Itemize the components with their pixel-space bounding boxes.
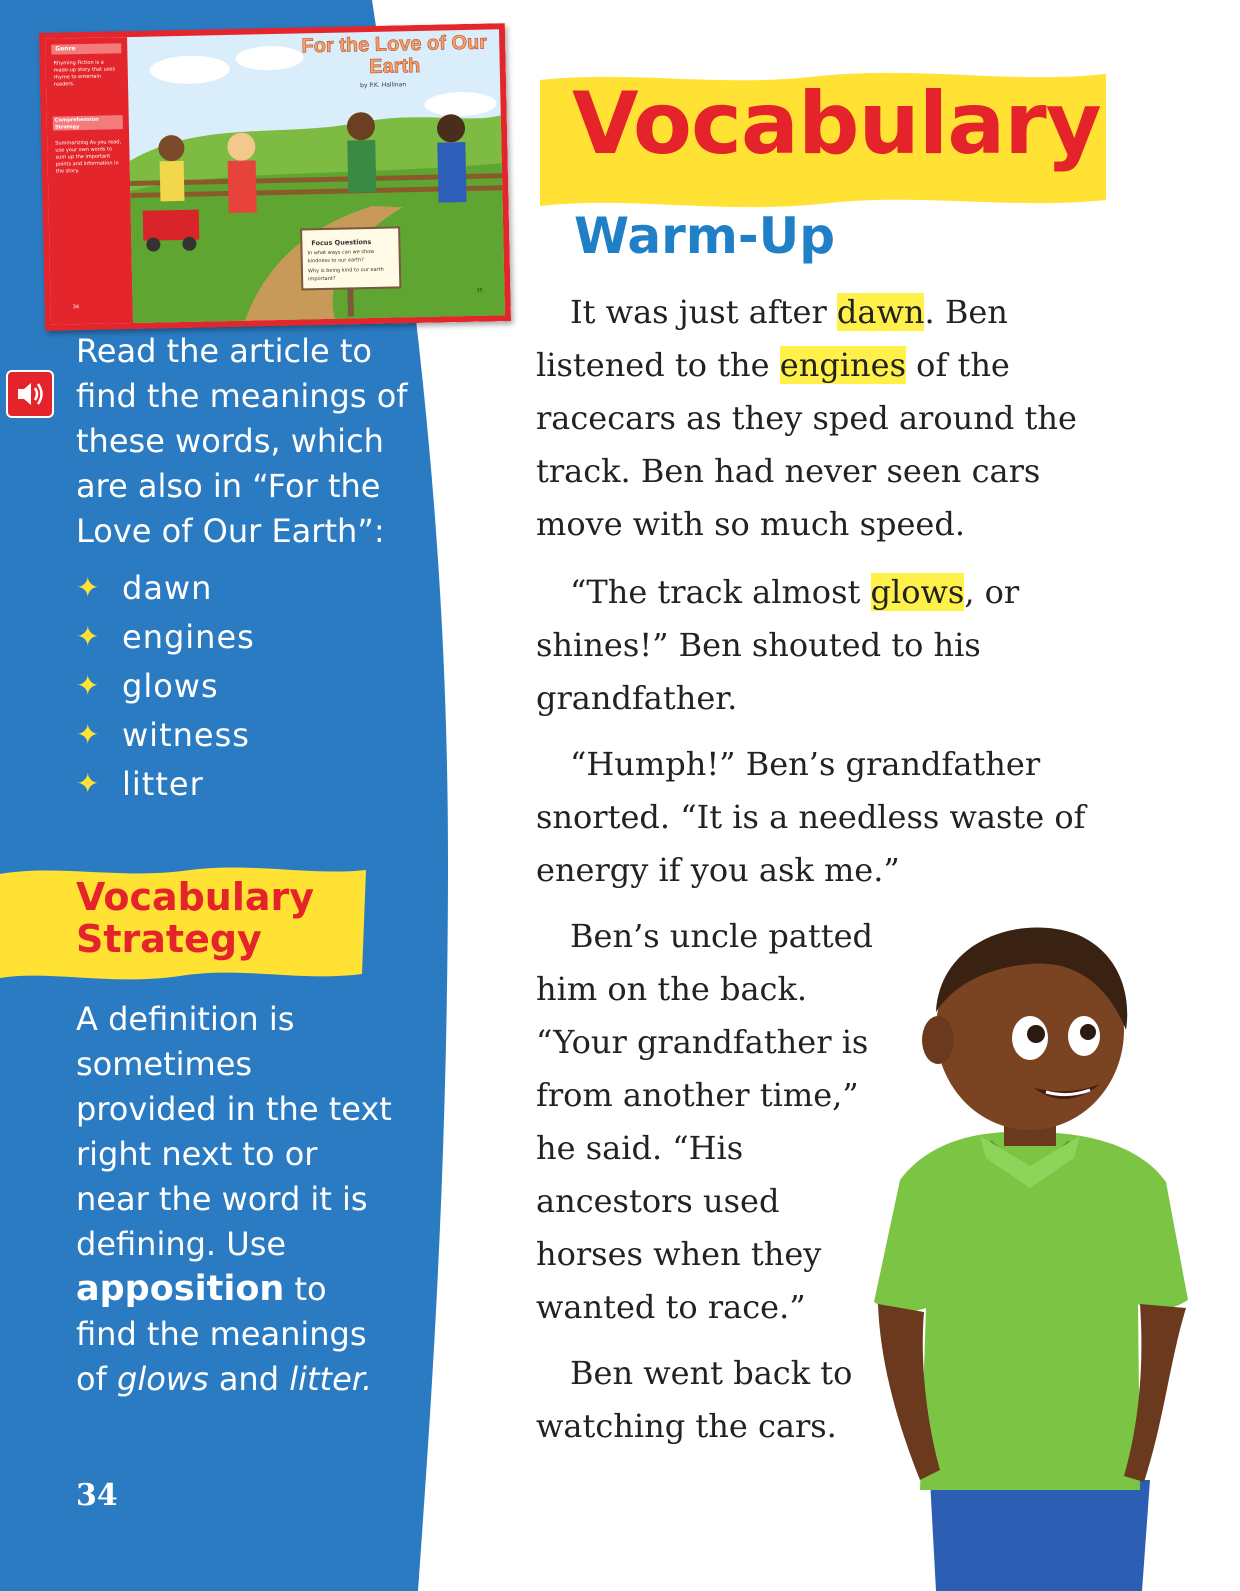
strategy-title xyxy=(76,876,356,960)
star-icon: ✦ xyxy=(76,767,100,800)
text-run: , or shines!” Ben shouted to his grandfather. xyxy=(536,573,1020,717)
cover-genre-label: Genre xyxy=(55,45,76,53)
story-paragraph: Ben went back to watching the cars. xyxy=(536,1354,853,1445)
strategy-text xyxy=(76,997,396,1402)
list-item xyxy=(76,612,255,661)
page-subtitle: Warm-Up xyxy=(574,207,836,265)
strategy-title-line: Strategy xyxy=(76,917,262,961)
cover-focus-question: Why is being kind to our earth important? xyxy=(307,266,384,283)
list-item xyxy=(76,661,255,710)
list-item xyxy=(76,710,255,759)
strategy-word: glows xyxy=(117,1360,209,1398)
vocab-word: glows xyxy=(122,666,219,705)
cover-strategy-text: Summarizing As you read, use your own words to sum up the important points and information in the story. xyxy=(55,139,122,175)
vocab-word: litter xyxy=(122,764,204,803)
vocab-word: witness xyxy=(122,715,250,754)
cover-genre-text: Rhyming Fiction is a made-up story that uses rhyme to entertain readers. xyxy=(53,59,116,88)
cover-focus-question: In what ways can we show kindness to our earth? xyxy=(307,248,375,265)
star-icon: ✦ xyxy=(76,620,100,653)
story-paragraph: Ben’s uncle patted him on the back. “Your grandfather is from another time,” he said. “His ancestors used horses when they wanted to race.” xyxy=(536,917,874,1326)
cover-page-number: 35 xyxy=(476,287,483,294)
sidebar-intro-text: Read the article to find the meanings of these words, which are also in “For the Love of Our Earth”: xyxy=(76,332,408,550)
highlighted-word: dawn xyxy=(836,293,925,331)
cover-title: For the Love of Our Earth xyxy=(301,31,488,79)
strategy-text-part: to find the meanings of xyxy=(76,1270,367,1398)
text-run: . Ben listened to the xyxy=(536,293,1008,384)
speaker-icon xyxy=(8,372,52,416)
text-run: of the racecars as they sped around the track. Ben had never seen cars move with so much speed. xyxy=(536,346,1077,543)
star-icon: ✦ xyxy=(76,571,100,604)
cover-page-number: 34 xyxy=(72,304,80,311)
highlighted-word: glows xyxy=(870,573,965,611)
star-icon: ✦ xyxy=(76,669,100,702)
page-title: Vocabulary xyxy=(572,74,1101,174)
story-paragraph xyxy=(536,566,1036,725)
strategy-text-part: A definition is sometimes provided in the text right next to or near the word it is defining. Use xyxy=(76,1000,392,1263)
boy-illustration xyxy=(870,920,1190,1591)
story-paragraph xyxy=(536,286,1116,551)
text-run: It was just after xyxy=(570,293,837,331)
list-item xyxy=(76,563,255,612)
highlighted-word: engines xyxy=(779,346,906,384)
cover-focus-title: Focus Questions xyxy=(311,237,372,248)
text-run: “The track almost xyxy=(570,573,871,611)
cover-strategy-label: Comprehension Strategy xyxy=(54,116,99,131)
vocabulary-word-list xyxy=(76,563,255,808)
book-cover-thumbnail[interactable] xyxy=(39,23,511,331)
cover-author: by P.K. Hallinan xyxy=(360,81,407,90)
list-item xyxy=(76,759,255,808)
strategy-keyword: apposition xyxy=(76,1269,285,1309)
strategy-title-line: Vocabulary xyxy=(76,875,315,919)
page-number: 34 xyxy=(76,1478,118,1513)
story-paragraph: “Humph!” Ben’s grandfather snorted. “It is a needless waste of energy if you ask me.” xyxy=(536,745,1086,889)
star-icon: ✦ xyxy=(76,718,100,751)
vocab-word: engines xyxy=(122,617,255,656)
audio-button[interactable] xyxy=(6,370,54,418)
strategy-word: litter. xyxy=(289,1360,373,1398)
vocab-word: dawn xyxy=(122,568,213,607)
strategy-text-part: and xyxy=(218,1360,280,1398)
